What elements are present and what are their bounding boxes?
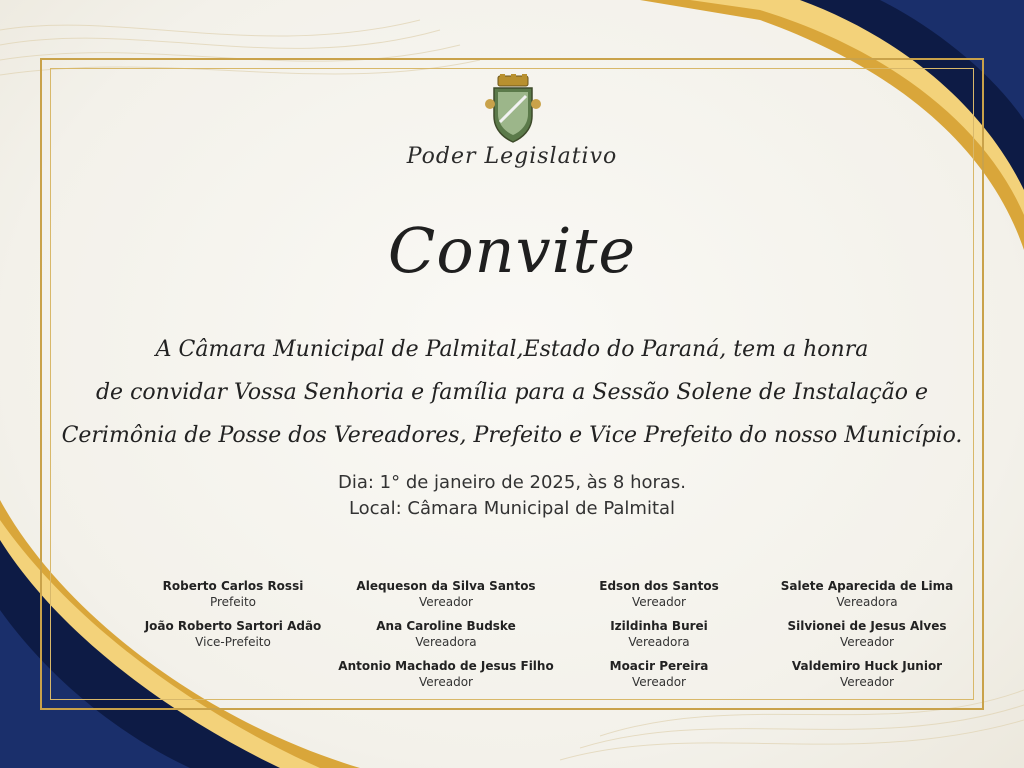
- invitation-text: [60, 328, 964, 457]
- signatory: [564, 578, 754, 618]
- subtitle-poder-legislativo: Poder Legislativo: [406, 144, 618, 169]
- signatory-role: Vereador: [419, 595, 473, 609]
- signatory: [760, 578, 974, 618]
- page-title: Convite: [387, 214, 637, 287]
- signatory: [760, 658, 974, 698]
- signatory: [326, 578, 566, 618]
- signatory-name: Valdemiro Huck Junior: [791, 659, 943, 673]
- signatory: [564, 658, 754, 698]
- signatory-column: [564, 578, 754, 698]
- signatory-name: Edson dos Santos: [599, 579, 719, 593]
- signatory: [564, 618, 754, 658]
- signatory-name: Ana Caroline Budske: [376, 619, 516, 633]
- signatory-role: Vereadora: [836, 595, 898, 609]
- signatory-role: Vice-Prefeito: [195, 635, 271, 649]
- signatory-name: Moacir Pereira: [609, 659, 709, 673]
- event-date: Dia: 1° de janeiro de 2025, às 8 horas.: [337, 472, 687, 493]
- signatory-name: Roberto Carlos Rossi: [162, 579, 304, 593]
- signatory-column: [120, 578, 346, 658]
- invitation-line: de convidar Vossa Senhoria e família para a Sessão Solene de Instalação e: [95, 380, 929, 405]
- signatory: [760, 618, 974, 658]
- signatory: [120, 618, 346, 658]
- invitation-line: Cerimônia de Posse dos Vereadores, Prefeito e Vice Prefeito do nosso Município.: [61, 423, 963, 448]
- signatory-role: Vereador: [632, 595, 686, 609]
- signatory-column: [760, 578, 974, 698]
- event-place: Local: Câmara Municipal de Palmital: [348, 498, 676, 519]
- signatory-name: Salete Aparecida de Lima: [780, 579, 954, 593]
- signatory-role: Vereador: [419, 675, 473, 689]
- signatory-role: Vereador: [632, 675, 686, 689]
- signatory-name: João Roberto Sartori Adão: [144, 619, 322, 633]
- event-details: [0, 470, 1024, 522]
- signatory-column: [326, 578, 566, 698]
- signatory: [326, 618, 566, 658]
- signatory-name: Izildinha Burei: [610, 619, 708, 633]
- signatory: [326, 658, 566, 698]
- signatory-role: Vereadora: [628, 635, 690, 649]
- signatory-name: Alequeson da Silva Santos: [356, 579, 536, 593]
- signatory-role: Vereador: [840, 675, 894, 689]
- coat-of-arms-icon: [484, 74, 542, 144]
- signatory-name: Antonio Machado de Jesus Filho: [338, 659, 554, 673]
- signatory-role: Prefeito: [209, 595, 257, 609]
- signatory-role: Vereador: [840, 635, 894, 649]
- invitation-line: A Câmara Municipal de Palmital,Estado do Paraná, tem a honra: [155, 337, 869, 362]
- signatory-name: Silvionei de Jesus Alves: [787, 619, 947, 633]
- signatory: [120, 578, 346, 618]
- signatory-role: Vereadora: [415, 635, 477, 649]
